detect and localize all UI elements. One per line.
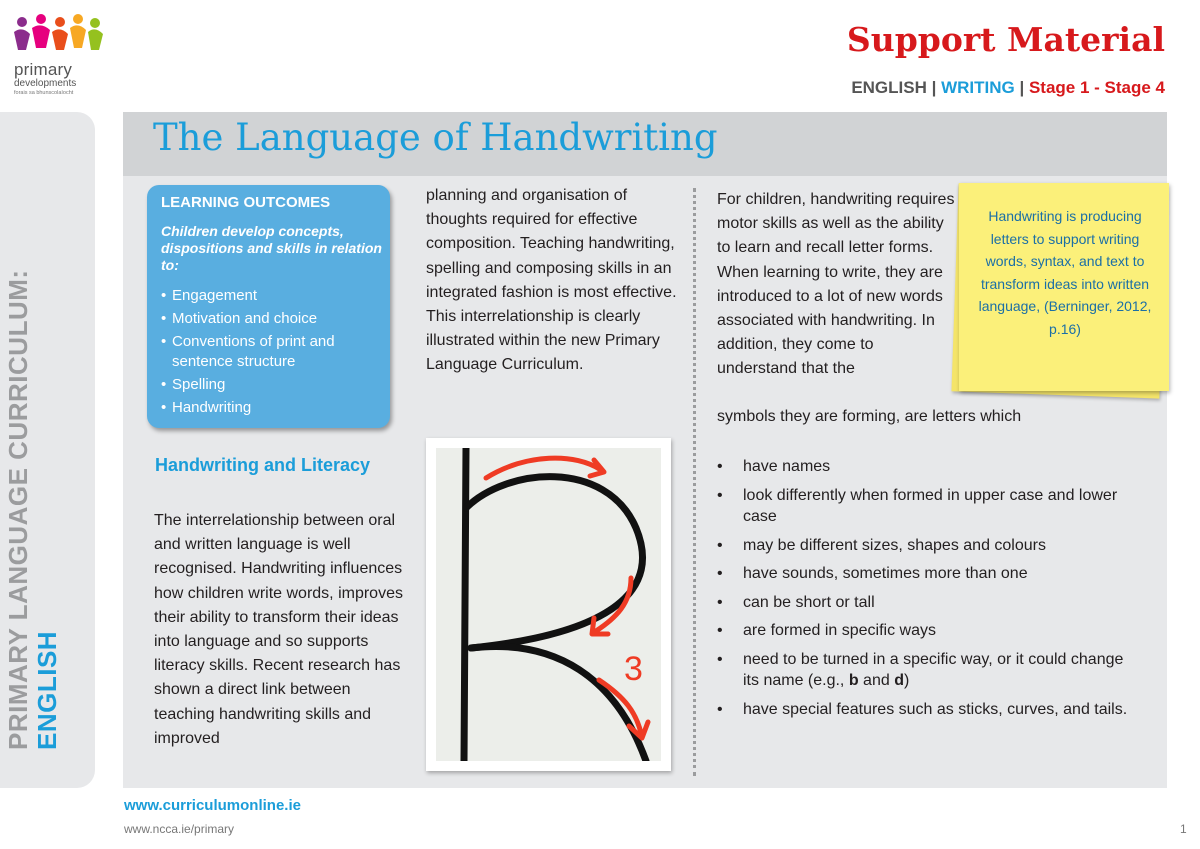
column-2-text: planning and organisation of thoughts required for effective composition. Teaching handwriting, spelling and composing skills in an integrated fashion is most effective. This interrelationship is clearly illustrated within the new Primary Language Curriculum. (426, 187, 677, 374)
side-label-line1: PRIMARY LANGUAGE CURRICULUM: (3, 269, 33, 750)
letter-r-drawing-icon (436, 448, 661, 761)
list-item: • have names (717, 456, 1137, 478)
breadcrumb-strand: WRITING (941, 78, 1015, 97)
footer-ncca-link[interactable]: www.ncca.ie/primary (124, 822, 235, 836)
list-item: • Engagement (161, 286, 383, 306)
section-heading: Handwriting and Literacy (155, 455, 371, 475)
list-item: • Motivation and choice (161, 309, 383, 329)
list-item: • have special features such as sticks, curves, and tails. (717, 699, 1137, 721)
side-label-line2: ENGLISH (32, 630, 62, 750)
list-item: • are formed in specific ways (717, 620, 1137, 642)
list-item: • Spelling (161, 375, 383, 395)
breadcrumb (851, 78, 1165, 98)
list-item: • can be short or tall (717, 592, 1137, 614)
breadcrumb-subject: ENGLISH (851, 78, 927, 97)
list-item: • have sounds, sometimes more than one (717, 563, 1137, 585)
list-item: • Conventions of print and sentence structure (161, 332, 383, 372)
page-title: The Language of Handwriting (153, 116, 718, 159)
handwriting-photo (426, 438, 671, 771)
list-item: • may be different sizes, shapes and colours (717, 535, 1137, 557)
page-number: 1 (1180, 822, 1187, 836)
footer-website-link[interactable]: www.curriculumonline.ie (124, 797, 301, 814)
learning-outcomes-box (147, 185, 390, 428)
column-3-tail: symbols they are forming, are letters which (717, 408, 1022, 425)
list-item: • look differently when formed in upper case and lower case (717, 485, 1137, 528)
logo-line2: forais sa bhunscolaíocht (14, 90, 74, 96)
side-label (4, 110, 62, 750)
stroke-number: 3 (624, 650, 643, 688)
column-1-text: The interrelationship between oral and written language is well recognised. Handwriting influences how children write words, improves their ability to transform their ideas into language and so supports literacy skills. Recent research has shown a direct link between teaching handwriting skills and improved (154, 512, 403, 747)
logo-line1: developments (14, 78, 77, 89)
logo-name: primary (14, 60, 73, 79)
letter-r-photo (436, 448, 661, 761)
learning-outcomes-intro: Children develop concepts, dispositions and skills in relation to: (161, 223, 382, 273)
learning-outcomes-list (161, 286, 383, 421)
column-3-text: For children, handwriting requires motor skills as well as the ability to learn and recall letter forms. When learning to write, they are introduced to a lot of new words associated with handwriting. In addition, they come to understand that the (717, 191, 955, 378)
breadcrumb-separator: | (1014, 78, 1029, 97)
sticky-note-text: Handwriting is producing letters to support writing words, syntax, and text to transform ideas into written language, (Berninger, 2012, p.16) (978, 208, 1152, 337)
logo-figures-icon (8, 10, 118, 60)
sticky-note (959, 183, 1169, 391)
header-title: Support Material (846, 20, 1165, 59)
logo (8, 10, 118, 96)
list-item: • need to be turned in a specific way, or it could change its name (e.g., b and d) (717, 649, 1137, 692)
column-divider (693, 188, 696, 776)
learning-outcomes-heading: LEARNING OUTCOMES (161, 194, 331, 211)
letter-facts-list (717, 456, 1137, 727)
breadcrumb-stage: Stage 1 - Stage 4 (1028, 78, 1165, 97)
breadcrumb-separator: | (926, 78, 942, 97)
list-item: • Handwriting (161, 398, 383, 418)
